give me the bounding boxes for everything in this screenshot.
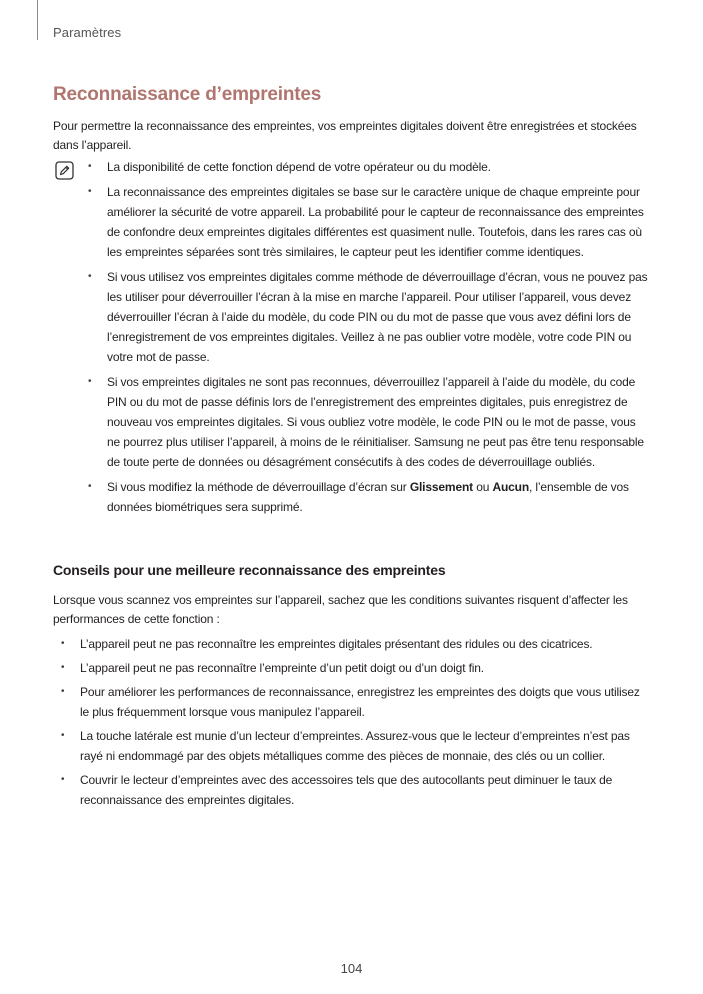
- tip-item: • L’appareil peut ne pas reconnaître l’empreinte d’un petit doigt ou d’un doigt fin.: [80, 658, 648, 678]
- option-aucun: Aucun: [492, 480, 530, 494]
- note-item: • Si vos empreintes digitales ne sont pas reconnues, déverrouillez l’appareil à l’aide du modèle, du code PIN ou du mot de passe définis lors de l’enregistrement des empreintes digitales, puis enregistrez de nouveau vos empreintes digitales. Si vous oubliez votre modèle, le code PIN ou le mot de passe, vous ne pourrez plus utiliser l’appareil, à moins de le réinitialiser. Samsung ne peut pas être tenu responsable de toute perte de données ou désagrément consécutifs à des codes de déverrouillage oubliés.: [107, 372, 650, 472]
- tip-item: • Pour améliorer les performances de reconnaissance, enregistrez les empreintes des doigts que vous utilisez le plus fréquemment lorsque vous manipulez l’appareil.: [80, 682, 648, 722]
- page-title: Reconnaissance d’empreintes: [53, 84, 322, 105]
- note-item: • Si vous utilisez vos empreintes digitales comme méthode de déverrouillage d’écran, vous ne pouvez pas les utiliser pour déverrouiller l’écran à la mise en marche l’appareil. Pour utiliser l’appareil, vous devez déverrouiller l’écran à l’aide du modèle, du code PIN ou du mot de passe que vous avez défini lors de l’enregistrement de vos empreintes digitales. Veillez à ne pas oublier votre modèle, votre code PIN ou votre mot de passe.: [107, 267, 650, 367]
- tips-intro-paragraph: Lorsque vous scannez vos empreintes sur l’appareil, sachez que les conditions suivantes risquent d’affecter les performances de cette fonction :: [53, 593, 628, 626]
- note-item: • La disponibilité de cette fonction dépend de votre opérateur ou du modèle.: [107, 157, 650, 177]
- note-item: • La reconnaissance des empreintes digitales se base sur le caractère unique de chaque empreinte pour améliorer la sécurité de votre appareil. La probabilité pour le capteur de reconnaissance des empreintes de confondre deux empreintes digitales différentes est quasiment nulle. Toutefois, dans les rares cas où les empreintes séparées sont très similaires, le capteur peut les identifier comme identiques.: [107, 182, 650, 262]
- notes-list: [107, 157, 650, 522]
- page-number: 104: [340, 961, 363, 976]
- note-pencil-icon: [55, 161, 74, 180]
- page-edge-rule: [37, 0, 38, 40]
- tip-item: • L’appareil peut ne pas reconnaître les empreintes digitales présentant des ridules ou des cicatrices.: [80, 634, 648, 654]
- option-glissement: Glissement: [409, 480, 474, 494]
- tips-heading: Conseils pour une meilleure reconnaissance des empreintes: [53, 562, 446, 578]
- intro-paragraph: Pour permettre la reconnaissance des empreintes, vos empreintes digitales doivent être enregistrées et stockées dans l’appareil.: [53, 119, 637, 152]
- note-text: , l’ensemble de vos données biométriques sera supprimé.: [107, 480, 629, 514]
- section-label: Paramètres: [53, 25, 122, 40]
- note-text: ou: [473, 480, 493, 494]
- tip-item: • La touche latérale est munie d’un lecteur d’empreintes. Assurez-vous que le lecteur d’empreintes n’est pas rayé ni endommagé par des objets métalliques comme des pièces de monnaie, des clés ou un collier.: [80, 726, 648, 766]
- note-item: [107, 477, 650, 517]
- tips-list: [80, 634, 648, 814]
- note-text: Si vous modifiez la méthode de déverrouillage d’écran sur: [107, 480, 410, 494]
- tip-item: • Couvrir le lecteur d’empreintes avec des accessoires tels que des autocollants peut diminuer le taux de reconnaissance des empreintes digitales.: [80, 770, 648, 810]
